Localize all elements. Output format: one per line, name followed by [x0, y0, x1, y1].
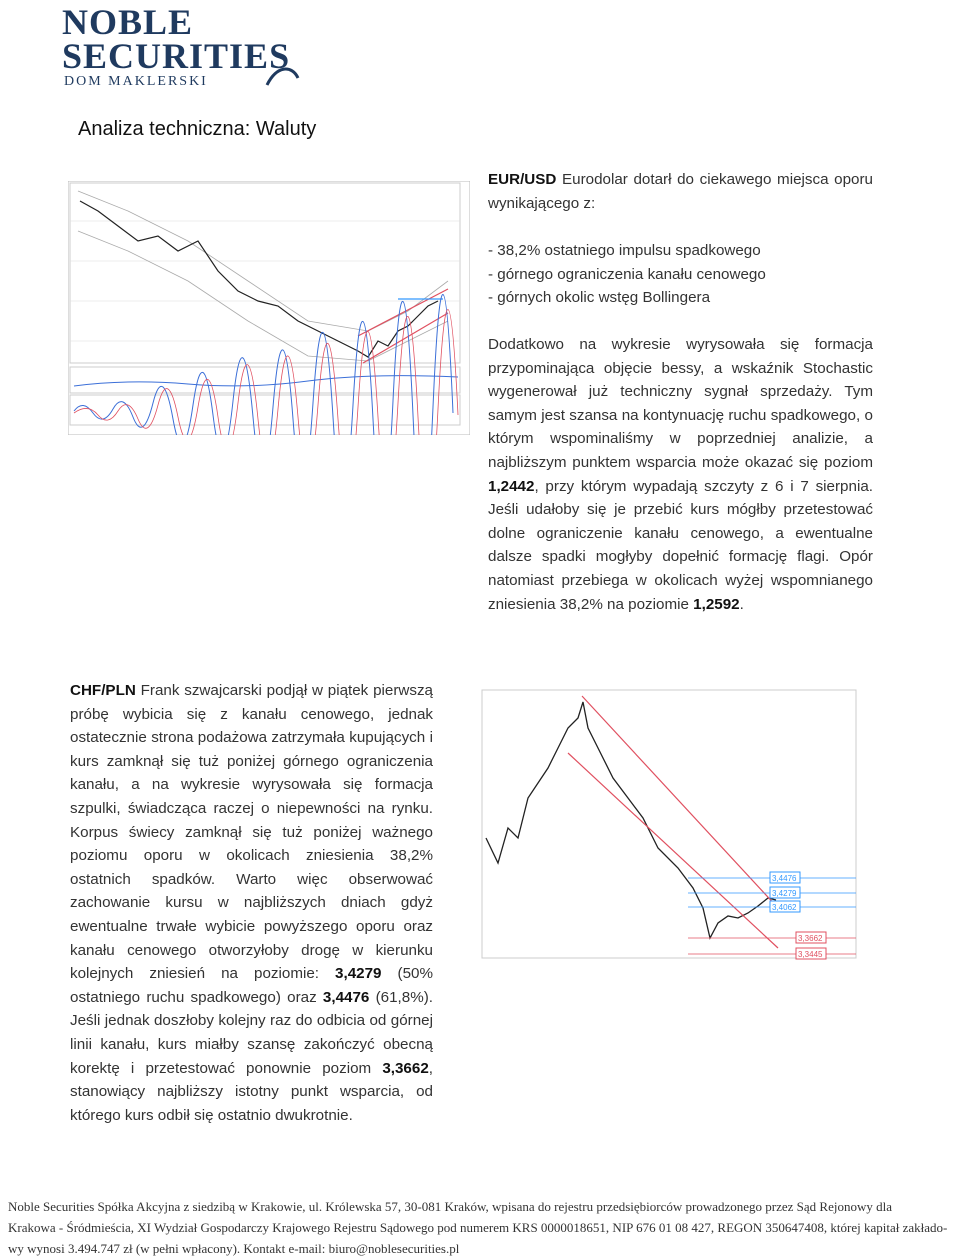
eurusd-ticker: EUR/USD	[488, 171, 557, 188]
footer-line-1: Noble Securities Spółka Akcyjna z siedzibą w Krakowie, ul. Królewska 57, 30-081 Kraków, wpisana do rejestru przedsiębiorców prowadzonego przez Sąd Rejonowy dla	[8, 1199, 892, 1214]
chfpln-level-3: 3,3662	[382, 1059, 429, 1077]
chfpln-level-1: 3,4279	[335, 965, 382, 983]
chfpln-label-3: 3,4062	[772, 903, 797, 912]
eurusd-chart	[68, 181, 470, 435]
list-item: - 38,2% ostatniego impulsu spadkowego	[488, 242, 761, 259]
eurusd-body-b: , przy którym wypadają szczyty z 6 i 7 sierpnia. Jeśli udałoby się je przebić kurs mógłby przetestować dolne ograniczenie kanału cenowego, a ewentualne dalsze spadki mogłyby dopełnić formację flagi. Opór natomiast przebiega w okolicach wyżej wspomnianego zniesienia 38,2% na poziomie	[488, 477, 873, 613]
chfpln-ticker: CHF/PLN	[70, 682, 136, 699]
eurusd-level-support: 1,2442	[488, 477, 535, 495]
eurusd-body	[488, 333, 873, 616]
logo-line-2: SECURITIES	[62, 36, 291, 76]
eurusd-body-a: Dodatkowo na wykresie wyrysowała się formacja przypominająca objęcie bessy, a wskaźnik Stochastic wygenerował już techniczny sygnał sprzedaży. Tym samym jest szansa na kontynuację ruchu spadkowego, o którym wspominaliśmy w poprzedniej analizie, a najbliższym punktem wsparcia może okazać się poziom	[488, 336, 873, 471]
chfpln-body	[70, 679, 433, 1127]
footer	[8, 1196, 952, 1259]
company-logo	[62, 2, 292, 92]
logo-line-3: DOM MAKLERSKI	[64, 74, 208, 89]
footer-line-3: wy wynosi 3.494.747 zł (w pełni wpłacony). Kontakt e-mail: biuro@noblesecurities.pl	[8, 1241, 460, 1256]
chfpln-label-2: 3,4279	[772, 889, 797, 898]
chfpln-label-4: 3,3662	[798, 934, 823, 943]
logo-swirl-icon	[262, 60, 302, 90]
footer-line-2: Krakowa - Śródmieścia, XI Wydział Gospodarczy Krajowego Rejestru Sądowego pod numerem KRS 0000018651, NIP 676 01 08 427, REGON 350647408, której kapitał zakłado-	[8, 1220, 948, 1235]
chfpln-chart	[478, 688, 878, 970]
chfpln-text-3: (61,8%). Jeśli jednak doszłoby kolejny raz do odbicia od górnej linii kanału, kurs miałby szansę zakończyć obecną korektę i przetestować ponownie poziom	[70, 988, 433, 1077]
page-title: Analiza techniczna: Waluty	[78, 118, 317, 140]
eurusd-intro-text: Eurodolar dotarł do ciekawego miejsca oporu wynikającego z:	[488, 171, 873, 212]
chfpln-level-2: 3,4476	[322, 988, 370, 1006]
logo-line-1: NOBLE	[62, 2, 194, 42]
eurusd-bullets	[488, 239, 766, 310]
eurusd-level-resistance: 1,2592	[693, 595, 740, 613]
chfpln-text-1: Frank szwajcarski podjął w piątek pierwszą próbę wybicia się z kanału cenowego, jednak ostatecznie strona podażowa zatrzymała kupujących i kurs zamknął się tuż poniżej górnego ograniczenia kanału, a na wykresie wyrysowała się formacja szpulki, świadcząca raczej o niepewności na rynku. Korpus świecy zamknął się tuż poniżej ważnego poziomu oporu w okolicach zniesienia 38,2% ostatnich spadków. Warto więc obserwować zachowanie kursu w najbliższych dniach gdyż ewentualne trwałe wybicie powyższego oporu oraz kanału cenowego otworzyłoby drogę w kierunku kolejnych zniesień na poziomie:	[70, 682, 433, 983]
chfpln-label-1: 3,4476	[772, 874, 797, 883]
chfpln-text-4: , stanowiący najbliższy istotny punkt wsparcia, od którego kurs odbił się ostatnio dwukrotnie.	[70, 1059, 433, 1124]
list-item: - górnych okolic wstęg Bollingera	[488, 289, 711, 307]
chfpln-label-5: 3,3445	[798, 950, 823, 959]
chfpln-text-2: (50% ostatniego ruchu spadkowego) oraz	[70, 965, 433, 1006]
eurusd-body-c: .	[739, 595, 744, 613]
eurusd-intro	[488, 168, 873, 215]
list-item: - górnego ograniczenia kanału cenowego	[488, 265, 766, 283]
